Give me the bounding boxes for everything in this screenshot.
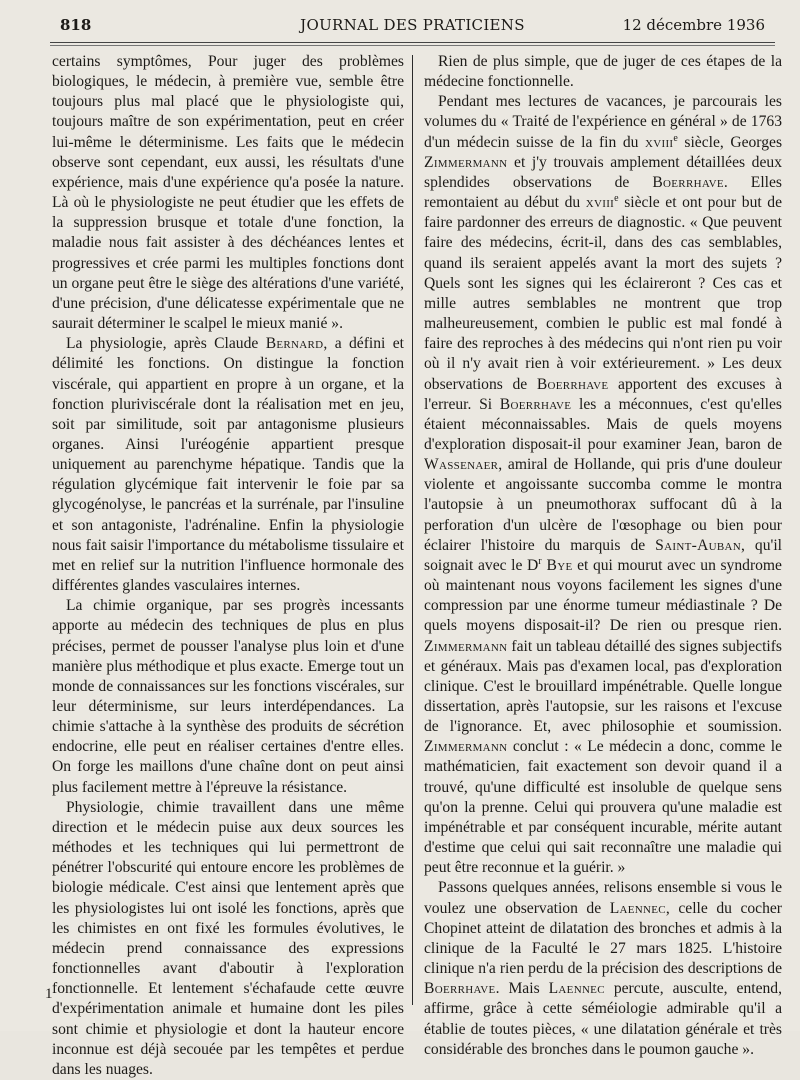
author-name: Boerrhave [424,980,496,998]
paragraph [424,878,782,1059]
text-run: . Elles remontaient au début du [424,173,782,212]
person-name: Wassenaer [424,456,499,474]
person-name: Bye [541,556,573,574]
paragraph [424,92,782,878]
superscript: r [538,555,542,567]
text-run: La physiologie, après Claude [66,335,266,353]
paragraph [52,334,404,596]
text-run: conclut : « Le médecin a donc, comme le mathématicien, fait exactement son devoir quand il a trouvé, qu'une difficulté est insoluble de quelque sens qu'on la prenne. Celui qui prouvera qu'une maladie est impénétrable et par conséquent incurable, mérite autant d'estime que celui qui sait reconnaître une maladie qui peut être reconnue et la guérir. » [424,738,782,877]
journal-title: JOURNAL DES PRATICIENS [300,16,525,34]
author-name: Laennec [548,980,605,998]
paragraph: certains symptômes, Pour juger des problèmes biologiques, le médecin, à première vue, semble être toujours plus mal placé que le physiologiste qui, toujours maître de son expérimentation, peut en créer lui-même le déterminisme. Les faits que le médecin observe sont cependant, eux aussi, les résultats d'une expérience, mais d'une expérience qu'a posée la nature. Là où le physiologiste ne peut étudier que les effets de la suppression brusque et totale d'une fonction, la maladie nous fait assister à des déchéances lentes et progressives et crée parmi les multiples fonctions dont un organe peut être le siège des altérations d'une variété, d'une précision, d'une délicatesse expérimentale que ne saurait déterminer le scalpel le mieux manié ». [52,53,404,333]
paragraph: La chimie organique, par ses progrès incessants apporte au médecin des techniques de plus en plus précises, permet de pousser l'analyse plus loin et d'une manière plus méthodique et plus exacte. Emerge tout un monde de connaissances sur les fonctions viscérales, sur leur déterminisme, sur leurs interdépendances. La chimie s'attache à la synthèse des produits de sécrétion endocrine, elle peut en réaliser certaines d'entre elles. On forge les maillons d'une chaîne dont on peut ainsi plus facilement mettre à l'épreuve la résistance. [52,597,404,796]
century-numeral: xviii [645,133,674,151]
author-name: Bernard [265,335,324,353]
century-numeral: xviii [585,194,615,212]
header-rule-secondary [50,45,775,46]
author-name: Boerrhave [652,173,724,191]
text-run: siècle et ont pour but de faire pardonner des erreurs de diagnostic. « Que peuvent faire des médecins, écrit-il, dans des cas semblables, quand ils seraient appelés avant la mort des sujets ? Quels sont les signes qui les éclaireront ? Ces cas et mille autres semblables ne montrent que trop malheureusement, combien le public est mal fondé à faire des reproches à des médecins qui n'ont rien pu voir où il n'y avait rien à voir extérieurement. » Les deux observations de [424,194,783,393]
left-column [52,52,404,1078]
author-name: Boerrhave [536,375,609,393]
text-run: , a défini et délimité les fonctions. On distingue la fonction viscérale, qui appartient en propre à un organe, et la fonction pluriviscérale dont la réalisation met en jeu, soit par similitude, soit par antagonisme plusieurs organes. Ainsi l'uréogénie appartient presque uniquement au parenchyme hépatique. Tandis que la régulation glycémique fait intervenir le foie par sa glycogénolyse, le pancréas et la surrénale, par l'insuline et son antagoniste, l'adrénaline. Enfin la physiologie nous fait saisir l'importance du métabolisme tissulaire et met en relief sur la nutrition l'influence hormonale des différentes glandes vasculaires internes. [52,335,404,595]
author-name: Laennec [609,899,666,917]
superscript: e [614,192,619,204]
author-name: Zimmermann [424,153,508,171]
text-run: apportent des excuses à l'erreur. Si [424,375,783,413]
text-run: , celle du cocher Chopinet atteint de dilatation des bronches et admis à la clinique de la Faculté le 27 mars 1825. L'histoire clinique n'a rien perdu de la précision des descriptions de [424,899,782,978]
author-name: Boerrhave [499,395,572,413]
text-run: et qui mourut avec un syndrome où maintenant nous voyons facilement les signes d'une compression par une énorme tumeur médiastinale ? De quels moyens disposait-il? De rien ou presque rien. [424,556,782,635]
text-run: . Mais [495,980,549,998]
author-name: Zimmermann [424,637,508,655]
text-run: fait un tableau détaillé des signes subjectifs et généraux. Mais pas d'examen local, pas d'exploration clinique. C'est le brouillard impénétrable. Quelle longue dissertation, après l'autopsie, sur les raisons et l'excuse de l'ignorance. Et, avec philosophie et soumission. [424,637,782,736]
margin-mark: 1 [45,986,53,1002]
page-number: 818 [60,16,92,34]
right-column [424,52,783,1058]
paragraph: Rien de plus simple, que de juger de ces étapes de la médecine fonctionnelle. [424,53,782,91]
text-run: et j'y trouvais amplement détaillées deux splendides observations de [424,153,782,191]
issue-date: 12 décembre 1936 [622,16,765,34]
column-divider [412,55,413,1005]
person-name: Saint-Auban [655,536,742,554]
text-run: les a méconnues, c'est qu'elles étaient méconnaissables. Mais de quels moyens d'exploration disposait-il pour examiner Jean, baron de [424,395,782,453]
running-header [60,16,765,38]
paragraph: Physiologie, chimie travaillent dans une même direction et le médecin puise aux deux sources les méthodes et les techniques qui lui permettront de pénétrer l'obscurité qui entoure encore les problèmes de biologie médicale. C'est ainsi que lentement après que les physiologistes lui ont isolé les fonctions, après que les chimistes en ont fixé les formules évolutives, le médecin prend connaissance des expressions fonctionnelles avant d'aboutir à l'exploration fonctionnelle. Et lentement s'échafaude cette œuvre d'expérimentation animale et humaine dont les piles sont chimie et physiologie et dont la hauteur encore inconnue est déjà secouée par les tempêtes et perdue dans les nuages. [52,798,404,1078]
text-run: percute, ausculte, entend, affirme, grâce à cette séméiologie admirable qu'il a établie de toutes pièces, « une dilatation générale et très considérable des bronches dans le poumon gauche ». [424,980,782,1058]
text-run: Pendant mes lectures de vacances, je parcourais les volumes du « Traité de l'expérience en général » de 1763 d'un médecin suisse de la fin du [424,93,782,151]
text-run: Passons quelques années, relisons ensemble si vous le voulez une observation de [424,879,782,917]
header-rule [50,42,775,43]
author-name: Zimmermann [424,738,508,756]
text-run: , amiral de Hollande, qui pris d'une douleur violente et angoissante succomba comme le montra l'autopsie à un pneumothorax suffocant dû à la perforation d'un ulcère de l'œsophage ou bien pour éclairer l'histoire du marquis de [424,456,782,554]
text-run: siècle, Georges [677,133,783,151]
text-run: , qu'il soignait avec le D [424,536,782,574]
superscript: e [673,132,678,144]
